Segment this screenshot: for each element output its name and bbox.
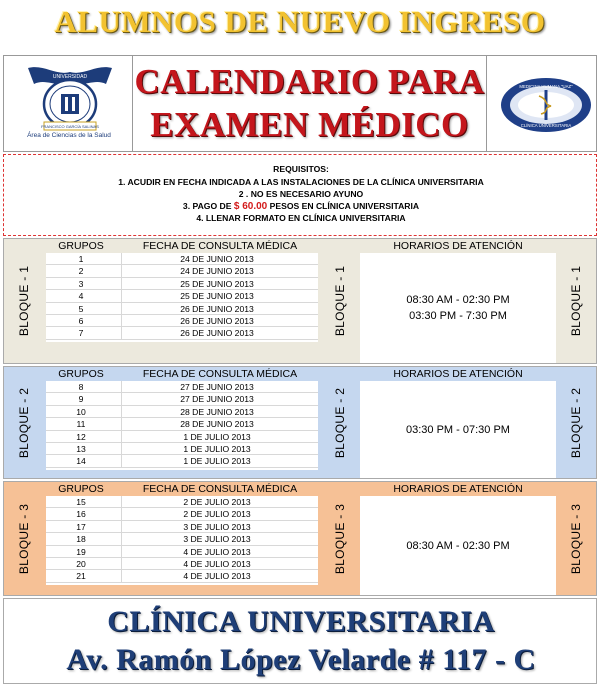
cell-divider — [121, 521, 122, 533]
cell-divider — [121, 496, 122, 508]
bloque-label-left — [4, 367, 44, 478]
clinic-logo-text-top: MEDICINA HUMANA "UAZ" — [519, 84, 573, 89]
grupo-cell: 20 — [76, 559, 86, 569]
cell-divider — [121, 418, 122, 430]
table-row — [46, 431, 318, 443]
cell-divider — [121, 393, 122, 405]
schedule-table — [46, 496, 318, 585]
fecha-cell: 4 DE JULIO 2013 — [183, 546, 251, 557]
fecha-cell: 25 DE JUNIO 2013 — [180, 278, 254, 289]
fecha-cell: 1 DE JULIO 2013 — [183, 431, 251, 442]
column-header-fecha: FECHA DE CONSULTA MÉDICA — [142, 483, 298, 495]
grupo-cell: 16 — [76, 509, 86, 520]
cell-divider — [121, 558, 122, 570]
calendar-title-line2: EXAMEN MÉDICO — [150, 105, 469, 144]
cell-divider — [121, 315, 122, 327]
fecha-cell: 26 DE JUNIO 2013 — [180, 328, 254, 339]
column-header-fecha: FECHA DE CONSULTA MÉDICA — [142, 240, 298, 252]
bloque-section — [3, 481, 597, 596]
bloque-label-text: BLOQUE - 3 — [17, 503, 32, 574]
grupo-cell: 11 — [76, 419, 86, 430]
fecha-cell: 24 DE JUNIO 2013 — [180, 254, 254, 264]
grupo-cell: 4 — [78, 291, 84, 302]
requirements-heading: REQUISITOS: — [273, 164, 329, 174]
logo-text-bottom: FRANCISCO GARCÍA SALINAS — [41, 124, 99, 129]
cell-divider — [121, 533, 122, 545]
grupo-cell: 8 — [78, 382, 84, 392]
grupo-cell: 15 — [76, 497, 86, 507]
cell-divider — [121, 290, 122, 302]
bloque-label-text: BLOQUE - 2 — [333, 387, 348, 458]
horarios-panel — [360, 253, 556, 363]
bloque-label-text: BLOQUE - 3 — [333, 503, 348, 574]
bloque-label-text: BLOQUE - 3 — [569, 503, 584, 574]
bloque-label-text: BLOQUE - 2 — [569, 387, 584, 458]
fecha-cell: 2 DE JULIO 2013 — [183, 509, 251, 520]
table-row — [46, 455, 318, 467]
cell-divider — [121, 406, 122, 418]
fecha-cell: 27 DE JUNIO 2013 — [180, 382, 254, 392]
table-row — [46, 253, 318, 265]
cell-divider — [121, 253, 122, 265]
fecha-cell: 2 DE JULIO 2013 — [183, 497, 251, 507]
cell-divider — [121, 455, 122, 467]
horario-text: 08:30 AM - 02:30 PM — [406, 294, 510, 306]
table-row — [46, 418, 318, 430]
fecha-cell: 26 DE JUNIO 2013 — [180, 303, 254, 314]
footer-panel — [3, 598, 597, 684]
fecha-cell: 25 DE JUNIO 2013 — [180, 291, 254, 302]
table-row — [46, 393, 318, 405]
fecha-cell: 1 DE JULIO 2013 — [183, 444, 251, 454]
column-header-horarios: HORARIOS DE ATENCIÓN — [393, 483, 523, 495]
cell-divider — [121, 381, 122, 393]
grupo-cell: 21 — [76, 571, 86, 582]
requirement-item: 2 . NO ES NECESARIO AYUNO — [238, 189, 364, 199]
header-panel — [3, 55, 597, 152]
grupo-cell: 12 — [76, 431, 86, 442]
fecha-cell: 3 DE JULIO 2013 — [183, 521, 251, 532]
bloque-label-text: BLOQUE - 1 — [569, 265, 584, 337]
bloque-label-middle — [320, 367, 360, 478]
grupo-cell: 5 — [78, 303, 84, 314]
clinic-logo — [499, 76, 593, 134]
clinic-logo-text-bottom: CLÍNICA UNIVERSITARIA — [520, 123, 572, 128]
requirement-item: 1. ACUDIR EN FECHA INDICADA A LAS INSTALACIONES DE LA CLÍNICA UNIVERSITARIA — [118, 177, 484, 187]
calendar-title — [133, 60, 486, 146]
fecha-cell: 24 DE JUNIO 2013 — [180, 266, 254, 277]
column-header-grupos: GRUPOS — [58, 368, 104, 380]
price-amount: $ 60.00 — [233, 201, 268, 212]
table-row — [46, 533, 318, 545]
grupo-cell: 7 — [78, 328, 84, 339]
calendar-title-line1: CALENDARIO PARA — [134, 62, 485, 101]
grupo-cell: 17 — [76, 521, 86, 532]
logo-text-top: UNIVERSIDAD — [52, 74, 88, 80]
cell-divider — [121, 508, 122, 520]
horario-text: 03:30 PM - 7:30 PM — [409, 310, 507, 322]
column-header-grupos: GRUPOS — [58, 483, 104, 495]
cell-divider — [121, 303, 122, 315]
bloque-label-middle — [320, 239, 360, 363]
table-row — [46, 496, 318, 508]
bloque-label-left — [4, 239, 44, 363]
table-row — [46, 521, 318, 533]
fecha-cell: 28 DE JUNIO 2013 — [180, 406, 254, 417]
cell-divider — [121, 265, 122, 277]
page-title: ALUMNOS DE NUEVO INGRESO — [54, 4, 546, 39]
cell-divider — [121, 443, 122, 455]
fecha-cell: 26 DE JUNIO 2013 — [180, 316, 254, 326]
bloque-section — [3, 238, 597, 364]
table-row — [46, 546, 318, 558]
table-row — [46, 381, 318, 393]
header-divider — [486, 56, 487, 151]
fecha-cell: 4 DE JULIO 2013 — [183, 571, 251, 582]
grupo-cell: 6 — [78, 316, 84, 326]
clinic-name: CLÍNICA UNIVERSITARIA — [107, 605, 495, 638]
cell-divider — [121, 327, 122, 339]
schedule-table — [46, 253, 318, 342]
fecha-cell: 3 DE JULIO 2013 — [183, 534, 251, 545]
table-row — [46, 315, 318, 327]
fecha-cell: 1 DE JULIO 2013 — [183, 456, 251, 467]
table-row — [46, 406, 318, 418]
grupo-cell: 3 — [78, 278, 84, 289]
bloque-label-right — [556, 482, 596, 595]
grupo-cell: 18 — [76, 534, 86, 545]
bloque-label-right — [556, 367, 596, 478]
table-row — [46, 570, 318, 582]
fecha-cell: 28 DE JUNIO 2013 — [180, 419, 254, 430]
grupo-cell: 14 — [76, 456, 86, 467]
grupo-cell: 10 — [76, 406, 86, 417]
table-row — [46, 265, 318, 277]
requirement-item: 4. LLENAR FORMATO EN CLÍNICA UNIVERSITARIA — [196, 213, 406, 223]
bloque-label-text: BLOQUE - 2 — [17, 387, 32, 458]
column-header-horarios: HORARIOS DE ATENCIÓN — [393, 240, 523, 252]
bloque-label-text: BLOQUE - 1 — [333, 265, 348, 337]
logo-caption: Área de Ciencias de la Salud — [27, 132, 111, 139]
bloque-label-left — [4, 482, 44, 595]
schedule-table — [46, 381, 318, 470]
cell-divider — [121, 546, 122, 558]
table-row — [46, 508, 318, 520]
grupo-cell: 2 — [78, 266, 84, 277]
table-row — [46, 327, 318, 339]
fecha-cell: 4 DE JULIO 2013 — [183, 559, 251, 569]
grupo-cell: 1 — [78, 254, 84, 264]
requirement-item3-pre: 3. PAGO DE — [182, 201, 234, 211]
table-row — [46, 443, 318, 455]
cell-divider — [121, 278, 122, 290]
table-row — [46, 558, 318, 570]
table-row — [46, 278, 318, 290]
grupo-cell: 13 — [76, 444, 86, 454]
table-row — [46, 303, 318, 315]
horario-text: 03:30 PM - 07:30 PM — [406, 423, 510, 436]
cell-divider — [121, 431, 122, 443]
column-header-grupos: GRUPOS — [58, 240, 104, 252]
horario-text: 08:30 AM - 02:30 PM — [406, 539, 510, 552]
horarios-panel — [360, 496, 556, 595]
column-header-fecha: FECHA DE CONSULTA MÉDICA — [142, 368, 298, 380]
bloque-label-middle — [320, 482, 360, 595]
bloque-section — [3, 366, 597, 479]
grupo-cell: 9 — [78, 394, 84, 405]
table-row — [46, 290, 318, 302]
horarios-panel — [360, 381, 556, 478]
grupo-cell: 19 — [76, 546, 86, 557]
clinic-address: Av. Ramón López Velarde # 117 - C — [66, 643, 536, 676]
bloque-label-right — [556, 239, 596, 363]
cell-divider — [121, 570, 122, 582]
requirements-box — [3, 154, 597, 236]
bloque-label-text: BLOQUE - 1 — [17, 265, 32, 337]
fecha-cell: 27 DE JUNIO 2013 — [180, 394, 254, 405]
requirement-item3-post: PESOS EN CLÍNICA UNIVERSITARIA — [267, 201, 420, 211]
column-header-horarios: HORARIOS DE ATENCIÓN — [393, 368, 523, 380]
